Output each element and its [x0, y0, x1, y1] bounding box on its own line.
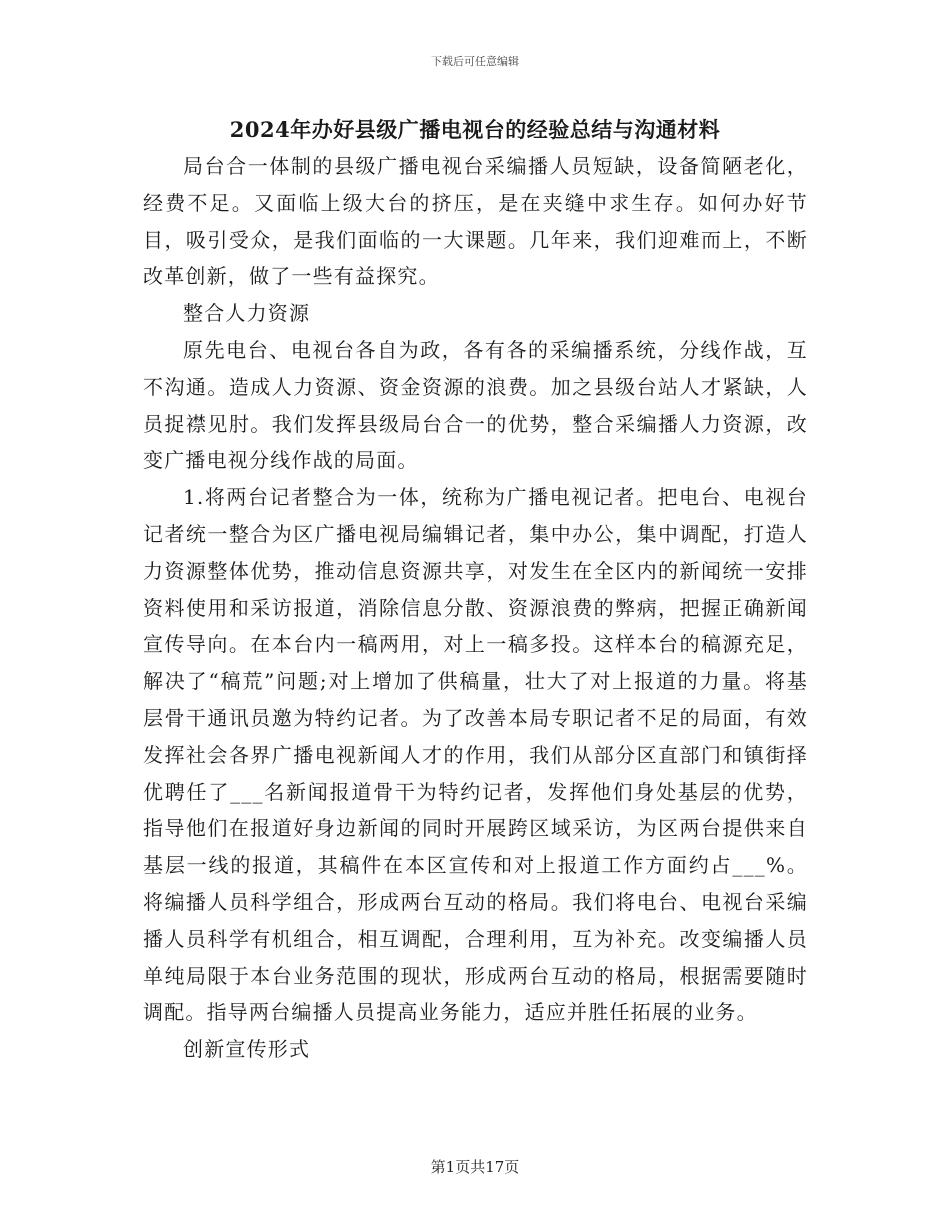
document-body: [143, 148, 808, 1068]
section-heading-integrate-hr: 整合人力资源: [183, 301, 311, 326]
page-number-footer: 第1页共17页: [430, 1158, 520, 1176]
document-title: 2024年办好县级广播电视台的经验总结与沟通材料: [229, 117, 721, 142]
section-heading-innovate: 创新宣传形式: [183, 1037, 311, 1062]
paragraph-intro: 局台合一体制的县级广播电视台采编播人员短缺，设备简陋老化，经费不足。又面临上级大台的挤压，是在夹缝中求生存。如何办好节目，吸引受众，是我们面临的一大课题。几年来，我们迎难而上，不断改革创新，做了一些有益探究。: [143, 154, 808, 289]
paragraph-background: 原先电台、电视台各自为政，各有各的采编播系统，分线作战，互不沟通。造成人力资源、资金资源的浪费。加之县级台站人才紧缺，人员捉襟见肘。我们发挥县级局台合一的优势，整合采编播人力资源，改变广播电视分线作战的局面。: [143, 337, 808, 473]
paragraph-item-1: 1.将两台记者整合为一体，统称为广播电视记者。把电台、电视台记者统一整合为区广播电视局编辑记者，集中办公，集中调配，打造人力资源整体优势，推动信息资源共享，对发生在全区内的新闻统一安排资料使用和采访报道，消除信息分散、资源浪费的弊病，把握正确新闻宣传导向。在本台内一稿两用，对上一稿多投。这样本台的稿源充足，解决了“稿荒”问题;对上增加了供稿量，壮大了对上报道的力量。将基层骨干通讯员邀为特约记者。为了改善本局专职记者不足的局面，有效发挥社会各界广播电视新闻人才的作用，我们从部分区直部门和镇街择优聘任了___名新闻报道骨干为特约记者，发挥他们身处基层的优势，指导他们在报道好身边新闻的同时开展跨区域采访，为区两台提供来自基层一线的报道，其稿件在本区宣传和对上报道工作方面约占___%。将编播人员科学组合，形成两台互动的格局。我们将电台、电视台采编播人员科学有机组合，相互调配，合理利用，互为补充。改变编播人员单纯局限于本台业务范围的现状，形成两台互动的格局，根据需要随时调配。指导两台编播人员提高业务能力，适应并胜任拓展的业务。: [143, 485, 808, 1025]
header-note: 下载后可任意编辑: [431, 55, 519, 68]
